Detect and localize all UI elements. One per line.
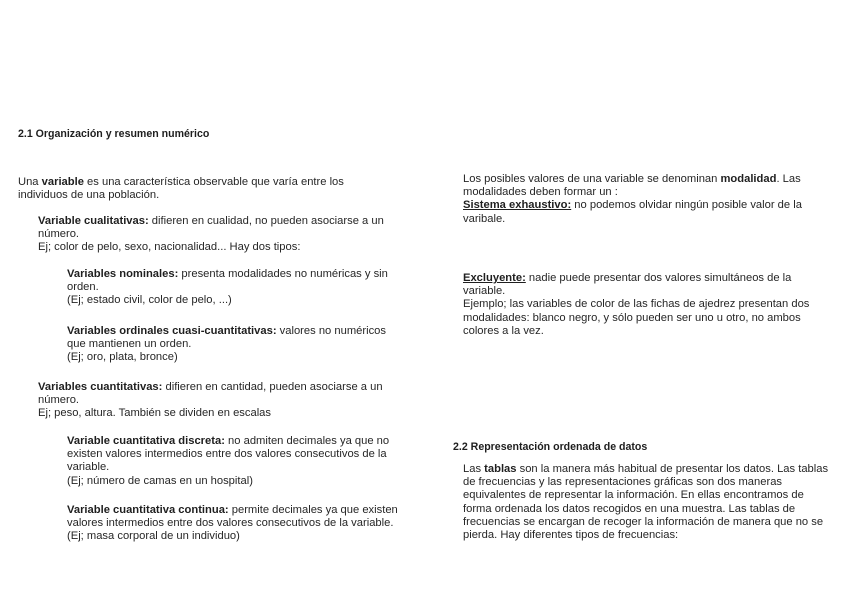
cualitativas-block: Variable cualitativas: difieren en cualidad, no pueden asociarse a un número. Ej; color de pelo, sexo, nacionalidad... Hay dos tipos: xyxy=(38,215,403,255)
excluyente-example: Ejemplo; las variables de color de las fichas de ajedrez presentan dos modalidades: blanco negro, y sólo pueden ser uno u otro, no ambos colores a la vez. xyxy=(463,298,810,337)
variable-definition: Una variable es una característica observable que varía entre los individuos de una población. xyxy=(18,176,344,202)
ordinales-example: (Ej; oro, plata, bronce) xyxy=(67,351,178,364)
cualitativas-example: Ej; color de pelo, sexo, nacionalidad... Hay dos tipos: xyxy=(38,241,301,254)
section-heading-2-2: 2.2 Representación ordenada de datos xyxy=(453,441,648,453)
nominales-example: (Ej; estado civil, color de pelo, ...) xyxy=(67,294,232,307)
excluyente-title: Excluyente: xyxy=(463,272,526,284)
modalidad-block: Los posibles valores de una variable se denominan modalidad. Las modalidades deben formar un : Sistema exhaustivo: no podemos olvidar ningún posible valor de la varibale. xyxy=(463,173,802,225)
ordinales-title: Variables ordinales cuasi-cuantitativas: xyxy=(67,325,277,337)
exhaustivo-title: Sistema exhaustivo: xyxy=(463,199,572,212)
ordinales-block: Variables ordinales cuasi-cuantitativas: valores no numéricos que mantienen un orden. (Ej; oro, plata, bronce) xyxy=(67,325,402,365)
excluyente-block: Excluyente: nadie puede presentar dos valores simultáneos de la variable. Ejemplo; las variables de color de las fichas de ajedrez presentan dos modalidades: blanco negro, y sólo pueden ser uno u otro, no ambos colores a la vez. xyxy=(463,272,818,338)
cuantitativas-block: Variables cuantitativas: difieren en cantidad, pueden asociarse a un número. Ej; peso, altura. También se dividen en escalas xyxy=(38,381,400,421)
discreta-title: Variable cuantitativa discreta: xyxy=(67,435,225,447)
cuantitativas-title: Variables cuantitativas: xyxy=(38,381,163,393)
continua-example: (Ej; masa corporal de un individuo) xyxy=(67,530,240,543)
nominales-title: Variables nominales: xyxy=(67,268,179,280)
discreta-block: Variable cuantitativa discreta: no admiten decimales ya que no existen valores intermedios entre dos valores consecutivos de la variable. (Ej; número de camas en un hospital) xyxy=(67,435,402,488)
nominales-block: Variables nominales: presenta modalidades no numéricas y sin orden. (Ej; estado civil, color de pelo, ...) xyxy=(67,268,397,308)
discreta-example: (Ej; número de camas en un hospital) xyxy=(67,474,253,487)
section-heading-2-1: 2.1 Organización y resumen numérico xyxy=(18,128,210,140)
continua-block: Variable cuantitativa continua: permite decimales ya que existen valores intermedios entre dos valores consecutivos de la variable. (Ej; masa corporal de un individuo) xyxy=(67,504,402,544)
tablas-paragraph: Las tablas son la manera más habitual de presentar los datos. Las tablas de frecuencias y las representaciones gráficas son dos maneras equivalentes de representar la información. En ellas encontramos de forma ordenada los datos recogidos en una muestra. Las tablas de frecuencias se encargan de recoger la información de manera que no se pierda. Hay diferentes tipos de frecuencias: xyxy=(463,463,829,542)
continua-title: Variable cuantitativa continua: xyxy=(67,504,229,516)
cualitativas-title: Variable cualitativas: xyxy=(38,215,149,227)
cuantitativas-example: Ej; peso, altura. También se dividen en escalas xyxy=(38,407,272,420)
